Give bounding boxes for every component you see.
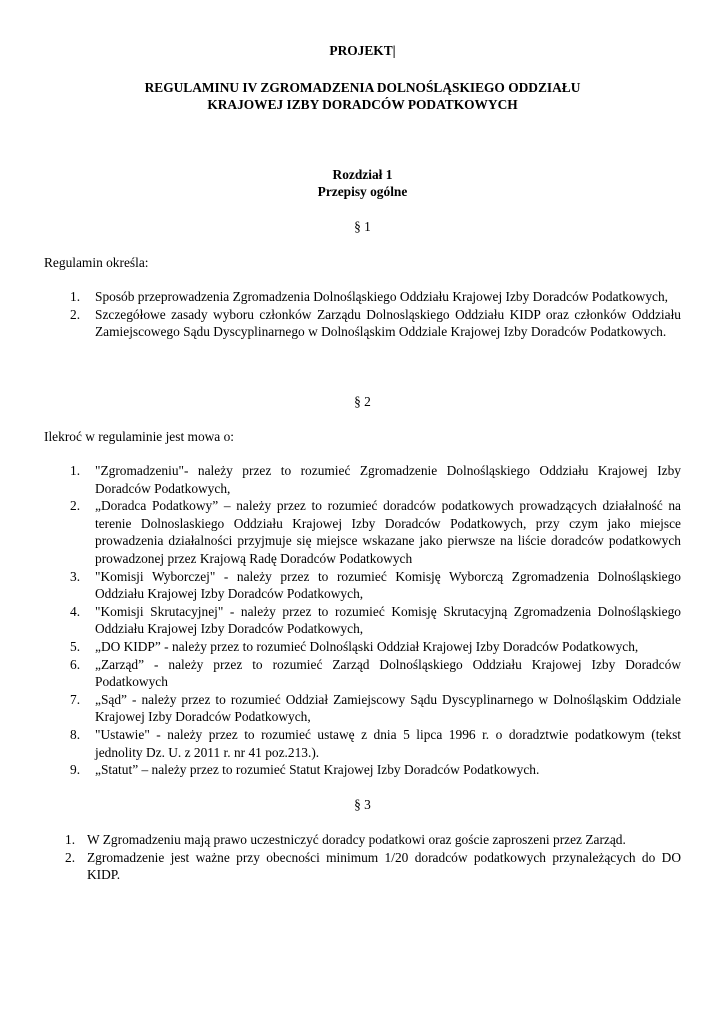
list-item bbox=[70, 288, 681, 306]
list-item bbox=[70, 761, 681, 779]
list-item-number: 4. bbox=[70, 603, 81, 619]
list-item bbox=[65, 831, 681, 849]
list-item bbox=[70, 656, 681, 691]
list-item-number: 7. bbox=[70, 691, 81, 707]
section-2-sign: § 2 bbox=[354, 394, 371, 409]
list-item bbox=[70, 306, 681, 341]
list-item bbox=[70, 638, 681, 656]
list-item bbox=[70, 603, 681, 638]
list-item bbox=[70, 568, 681, 603]
list-item-number: 3. bbox=[70, 568, 81, 584]
list-item-number: 2. bbox=[65, 849, 76, 865]
list-item-number: 9. bbox=[70, 762, 81, 778]
list-item bbox=[70, 691, 681, 726]
list-item-text: „DO KIDP” - należy przez to rozumieć Dolnośląski Oddział Krajowej Izby Doradców Podatkowych, bbox=[95, 638, 639, 654]
document-subtitle-line1: REGULAMINU IV ZGROMADZENIA DOLNOŚLĄSKIEGO ODDZIAŁU bbox=[144, 80, 581, 95]
list-item-number: 8. bbox=[70, 726, 81, 742]
list-item-text: Zgromadzenie jest ważne przy obecności minimum 1/20 doradców podatkowych przynależących do DO KIDP. bbox=[87, 849, 681, 883]
section-1-sign: § 1 bbox=[354, 219, 371, 234]
chapter-subtitle: Przepisy ogólne bbox=[317, 184, 408, 199]
section-3-sign: § 3 bbox=[354, 797, 371, 812]
section-2-intro: Ilekroć w regulaminie jest mowa o: bbox=[44, 429, 235, 444]
list-item-number: 5. bbox=[70, 638, 81, 654]
list-item-text: „Zarząd” - należy przez to rozumieć Zarząd Dolnośląskiego Oddziału Krajowej Izby Doradców Podatkowych bbox=[95, 656, 681, 690]
section-2-list bbox=[70, 462, 681, 779]
list-item-text: "Komisji Wyborczej" - należy przez to rozumieć Komisję Wyborczą Zgromadzenia Dolnośląskiego Oddziału Krajowej Izby Doradców Podatkowych, bbox=[95, 568, 681, 602]
list-item-number: 1. bbox=[70, 463, 81, 478]
list-item-text: Szczegółowe zasady wyboru członków Zarządu Dolnosląskiego Oddziału KIDP oraz członków Oddziału Zamiejscowego Sądu Dyscyplinarnego w Dolnośląskim Oddziale Krajowej Izby Doradców Podatkowych. bbox=[95, 306, 681, 340]
document-subtitle-line2: KRAJOWEJ IZBY DORADCÓW PODATKOWYCH bbox=[207, 97, 518, 112]
list-item-number: 1. bbox=[70, 289, 81, 304]
list-item-number: 2. bbox=[70, 498, 81, 514]
list-item-text: "Komisji Skrutacyjnej" - należy przez to rozumieć Komisję Skrutacyjną Zgromadzenia Dolnośląskiego Oddziału Krajowej Izby Doradców Podatkowych, bbox=[95, 603, 681, 637]
list-item-text: „Doradca Podatkowy” – należy przez to rozumieć doradców podatkowych prowadzących działalność na terenie Dolnoslaskiego Oddziału Krajowej Izby Doradców Podatkowych, przy czym jako miejsce prowadzenia działalności przyjmuje się miejsce wskazane jako pierwsze na liście doradców podatkowych prowadzonej przez Krajową Radę Doradców Podatkowych bbox=[95, 498, 681, 566]
list-item-number: 6. bbox=[70, 656, 81, 672]
list-item-text: W Zgromadzeniu mają prawo uczestniczyć doradcy podatkowi oraz goście zaproszeni przez Zarząd. bbox=[87, 832, 626, 847]
list-item-number: 2. bbox=[70, 306, 81, 322]
list-item bbox=[65, 849, 681, 884]
list-item-text: "Zgromadzeniu"- należy przez to rozumieć Zgromadzenie Dolnośląskiego Oddziału Krajowej Izby Doradców Podatkowych, bbox=[95, 463, 681, 496]
section-1-list bbox=[70, 288, 681, 341]
document-title: PROJEKT| bbox=[329, 43, 396, 58]
list-item-text: „Statut” – należy przez to rozumieć Statut Krajowej Izby Doradców Podatkowych. bbox=[95, 762, 540, 778]
section-3-list bbox=[65, 831, 681, 884]
list-item bbox=[70, 497, 681, 567]
list-item bbox=[70, 726, 681, 761]
list-item-text: "Ustawie" - należy przez to rozumieć ustawę z dnia 5 lipca 1996 r. o doradztwie podatkowym (tekst jednolity Dz. U. z 2011 r. nr 41 poz.213.). bbox=[95, 726, 681, 760]
section-1-intro: Regulamin określa: bbox=[44, 255, 149, 270]
list-item-text: „Sąd” - należy przez to rozumieć Oddział Zamiejscowy Sądu Dyscyplinarnego w Dolnośląskim Oddziale Krajowej Izby Doradców Podatkowych, bbox=[95, 691, 681, 725]
chapter-title: Rozdział 1 bbox=[332, 167, 393, 182]
list-item-text: Sposób przeprowadzenia Zgromadzenia Dolnośląskiego Oddziału Krajowej Izby Doradców Podatkowych, bbox=[95, 289, 669, 304]
list-item bbox=[70, 462, 681, 497]
list-item-number: 1. bbox=[65, 832, 76, 847]
